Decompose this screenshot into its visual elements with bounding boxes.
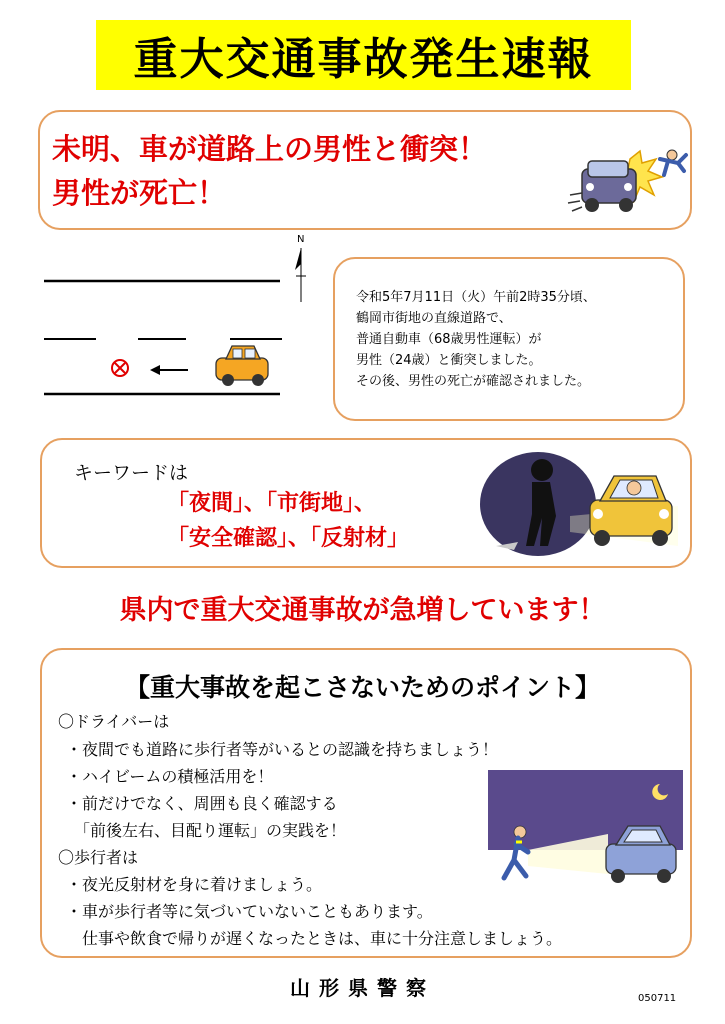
pedestrian-item: 仕事や飲食で帰りが遅くなったときは、車に十分注意しましょう。 (66, 929, 563, 948)
accident-description (356, 287, 596, 392)
document-code: 050711 (638, 993, 677, 1004)
pedestrian-header: 〇歩行者は (58, 848, 139, 867)
night-car-illustration (488, 770, 683, 890)
driver-item: ・夜間でも道路に歩行者等がいるとの認識を持ちましょう！ (66, 740, 499, 759)
description-line: 男性（24歳）と衝突しました。 (356, 353, 542, 368)
pedestrian-illustration (478, 446, 683, 562)
pedestrian-item: ・車が歩行者等に気づいていないこともあります。 (66, 902, 433, 921)
headline-line1: 未明、車が道路上の男性と衝突！ (52, 132, 488, 166)
points-title: 【重大事故を起こさないためのポイント】 (124, 673, 600, 702)
description-line: 鶴岡市街地の直線道路で、 (356, 311, 512, 326)
alert-message: 県内で重大交通事故が急増しています！ (119, 595, 606, 626)
description-line: 令和5年7月11日（火）午前2時35分頃、 (356, 290, 596, 305)
driver-item: 「前後左右、目配り運転」の実践を！ (66, 821, 347, 840)
direction-arrow-icon (150, 365, 188, 375)
description-line: 普通自動車（68歳男性運転）が (356, 332, 542, 347)
north-arrow-icon (295, 248, 306, 302)
headline-line2: 男性が死亡！ (52, 176, 227, 210)
driver-item: ・ハイビームの積極活用を！ (66, 767, 274, 786)
keywords-intro: キーワードは (74, 462, 189, 484)
compass-north-label: N (297, 234, 305, 245)
road-diagram (40, 228, 330, 408)
pedestrian-item: ・夜光反射材を身に着けましょう。 (66, 875, 323, 894)
page-title: 重大交通事故発生速報 (96, 20, 631, 90)
description-line: その後、男性の死亡が確認されました。 (356, 374, 591, 389)
keywords-line2: 「安全確認」、「反射材」 (167, 526, 410, 551)
car-icon (216, 346, 268, 386)
driver-header: 〇ドライバーは (58, 712, 170, 731)
crash-illustration (568, 145, 688, 225)
keywords-line1: 「夜間」、「市街地」、 (167, 491, 377, 516)
collision-point-icon (112, 360, 128, 376)
footer-organization: 山形県警察 (290, 976, 435, 1000)
driver-item: ・前だけでなく、周囲も良く確認する (66, 794, 338, 813)
